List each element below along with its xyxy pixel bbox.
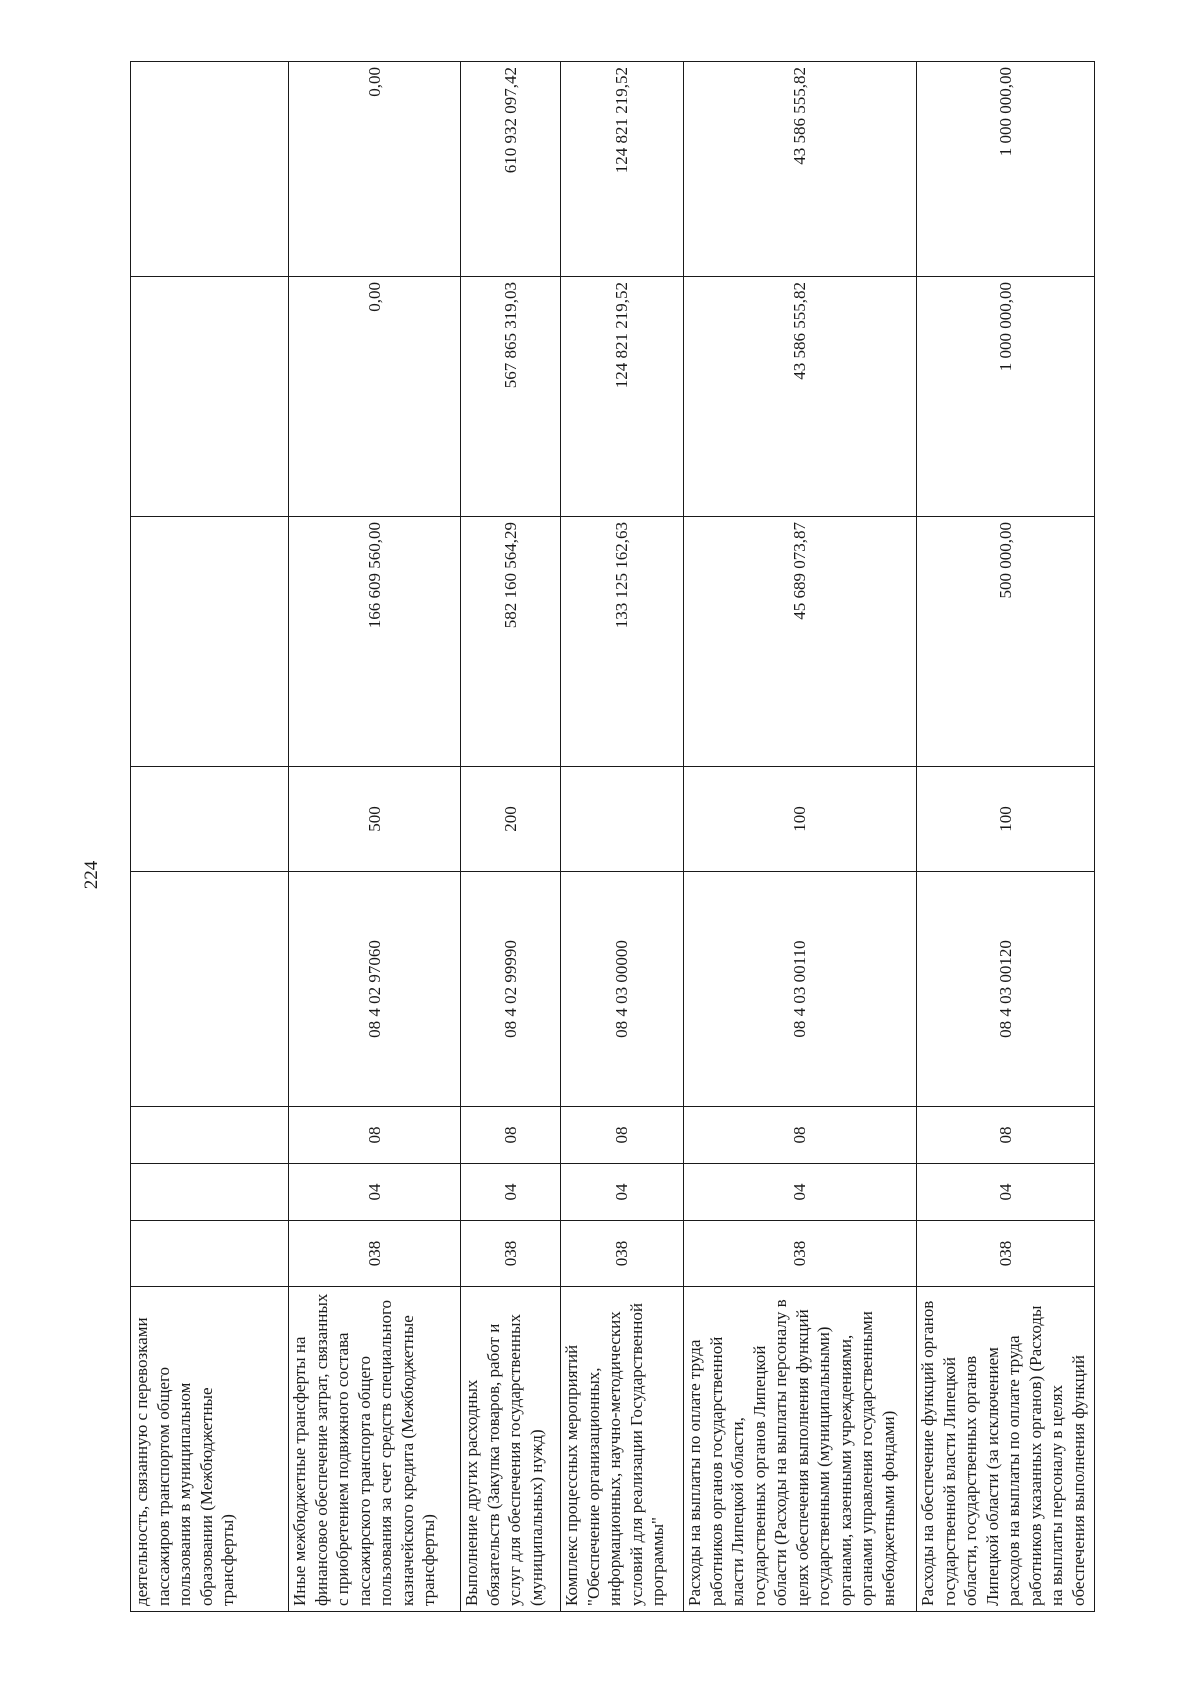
row-description: Расходы на обеспечение функций органов государственной власти Липецкой области, государственных органов Липецкой области (за исключением расходов на выплаты по оплате труда работников указанных органов) (Расходы на выплаты персоналу в целях обеспечения выполнения функций [917,1287,1095,1612]
expense-type-code: 200 [461,767,561,872]
target-article-code [131,872,289,1107]
amount-year-1: 166 609 560,00 [289,517,461,767]
row-description: Комплекс процессных мероприятий "Обеспечение организационных, информационных, научно-методических условий для реализации Государственной программы" [561,1287,684,1612]
table-row [289,62,461,1612]
expense-type-code: 100 [917,767,1095,872]
expense-type-code [131,767,289,872]
amount-year-3 [131,62,289,277]
section-code: 04 [684,1164,917,1221]
expense-type-code: 100 [684,767,917,872]
amount-year-2 [131,277,289,517]
row-description: Расходы на выплаты по оплате труда работников органов государственной власти Липецкой области, государственных органов Липецкой области (Расходы на выплаты персоналу в целях обеспечения выполнения функций государственными (муниципальными) органами, казенными учреждениями, органами управления государственными внебюджетными фондами) [684,1287,917,1612]
page-number: 224 [81,860,102,890]
subsection-code: 08 [461,1107,561,1164]
target-article-code: 08 4 02 99990 [461,872,561,1107]
row-description: деятельность, связанную с перевозками пассажиров транспортом общего пользования в муниципальном образовании (Межбюджетные трансферты) [131,1287,289,1612]
subsection-code: 08 [917,1107,1095,1164]
expense-type-code: 500 [289,767,461,872]
table-row [461,62,561,1612]
ministry-code: 038 [461,1221,561,1287]
ministry-code: 038 [289,1221,461,1287]
amount-year-3: 43 586 555,82 [684,62,917,277]
subsection-code: 08 [289,1107,461,1164]
ministry-code: 038 [917,1221,1095,1287]
table-row [684,62,917,1612]
amount-year-1: 45 689 073,87 [684,517,917,767]
amount-year-3: 1 000 000,00 [917,62,1095,277]
subsection-code: 08 [561,1107,684,1164]
table-row [917,62,1095,1612]
amount-year-2: 0,00 [289,277,461,517]
section-code [131,1164,289,1221]
amount-year-2: 124 821 219,52 [561,277,684,517]
ministry-code: 038 [561,1221,684,1287]
expense-type-code [561,767,684,872]
section-code: 04 [289,1164,461,1221]
ministry-code: 038 [684,1221,917,1287]
subsection-code: 08 [684,1107,917,1164]
amount-year-1: 133 125 162,63 [561,517,684,767]
section-code: 04 [917,1164,1095,1221]
target-article-code: 08 4 02 97060 [289,872,461,1107]
row-description: Выполнение других расходных обязательств (Закупка товаров, работ и услуг для обеспечения государственных (муниципальных) нужд) [461,1287,561,1612]
subsection-code [131,1107,289,1164]
target-article-code: 08 4 03 00120 [917,872,1095,1107]
amount-year-2: 1 000 000,00 [917,277,1095,517]
target-article-code: 08 4 03 00000 [561,872,684,1107]
amount-year-1: 500 000,00 [917,517,1095,767]
row-description: Иные межбюджетные трансферты на финансовое обеспечение затрат, связанных с приобретением подвижного состава пассажирского транспорта общего пользования за счет средств специального казначейского кредита (Межбюджетные трансферты) [289,1287,461,1612]
amount-year-2: 567 865 319,03 [461,277,561,517]
amount-year-1 [131,517,289,767]
amount-year-1: 582 160 564,29 [461,517,561,767]
section-code: 04 [561,1164,684,1221]
amount-year-3: 610 932 097,42 [461,62,561,277]
table-row [131,62,289,1612]
table-row [561,62,684,1612]
amount-year-3: 0,00 [289,62,461,277]
target-article-code: 08 4 03 00110 [684,872,917,1107]
amount-year-3: 124 821 219,52 [561,62,684,277]
amount-year-2: 43 586 555,82 [684,277,917,517]
rotated-page [130,62,1094,1612]
ministry-code [131,1221,289,1287]
section-code: 04 [461,1164,561,1221]
budget-table [130,61,1095,1612]
